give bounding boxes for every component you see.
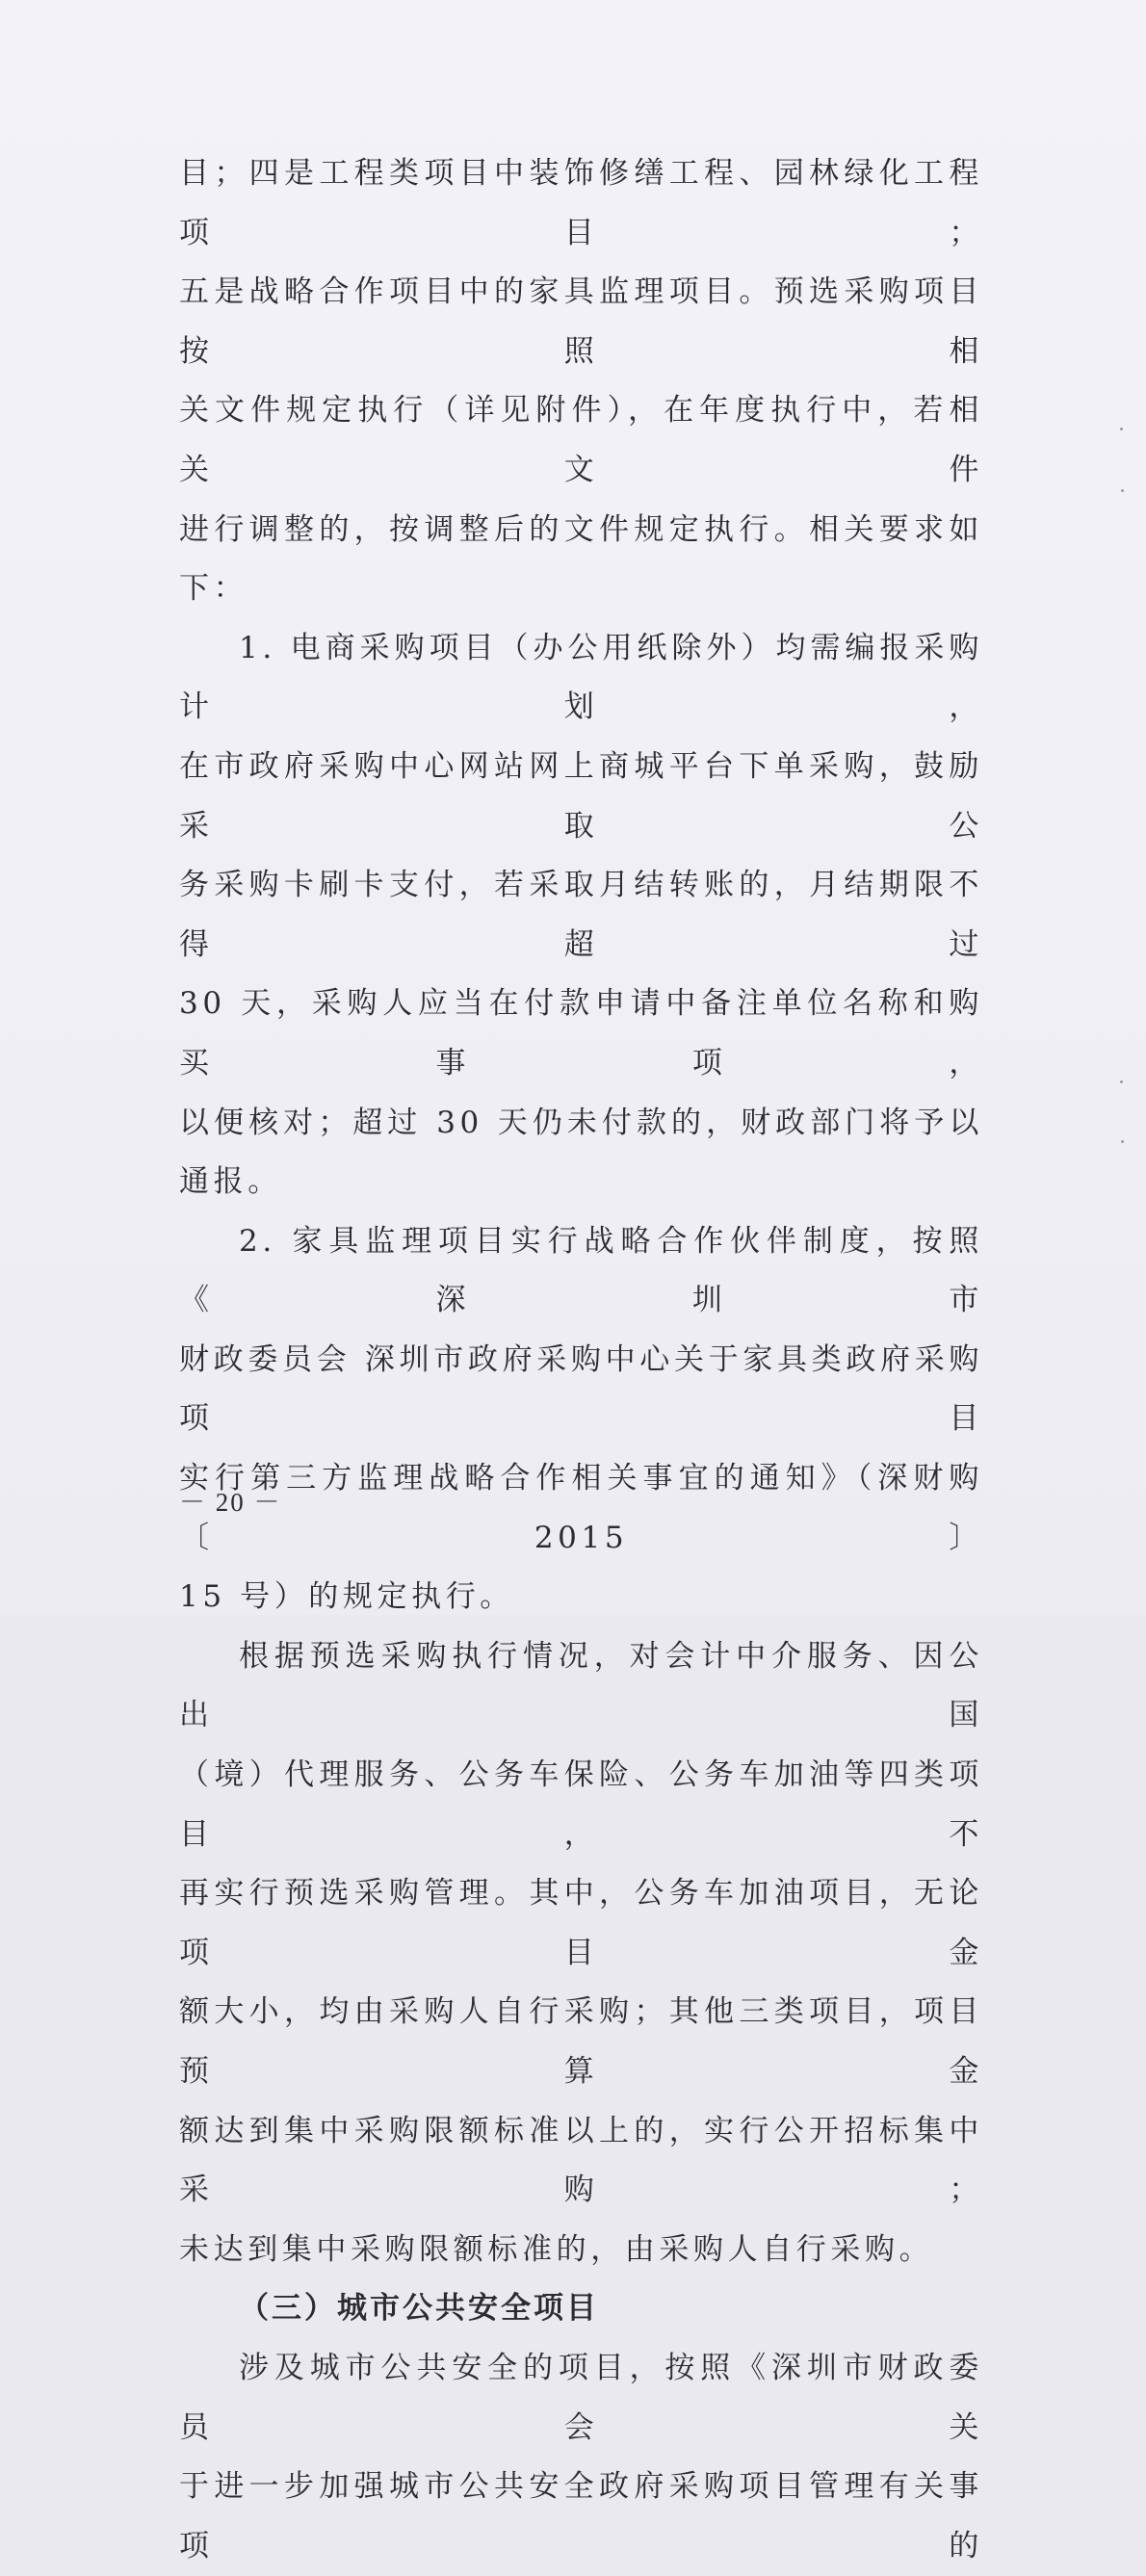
text-line: 在市政府采购中心网站网上商城平台下单采购，鼓励采取公: [179, 748, 983, 844]
text-line: 额达到集中采购限额标准以上的，实行公开招标集中采购；: [179, 2113, 983, 2208]
text-line: 2. 家具监理项目实行战略合作伙伴制度，按照《深圳市: [179, 1223, 983, 1318]
text-line: 30 天，采购人应当在付款申请中备注单位名称和购买事项，: [179, 986, 983, 1080]
paragraph-5: [179, 2339, 983, 2576]
paragraph-2: [179, 619, 983, 1212]
text-line: 五是战略合作项目中的家具监理项目。预选采购项目按照相: [179, 274, 983, 369]
text-line: 实行第三方监理战略合作相关事宜的通知》（深财购〔2015〕: [179, 1461, 983, 1555]
text-line: 以便核对；超过 30 天仍未付款的，财政部门将予以通报。: [179, 1105, 983, 1200]
text-line: 1. 电商采购项目（办公用纸除外）均需编报采购计划，: [179, 630, 983, 725]
section-heading: （三）城市公共安全项目: [239, 2291, 599, 2327]
text-line: 于进一步加强城市公共安全政府采购项目管理有关事项的: [179, 2469, 983, 2563]
page-number: － 20 －: [179, 1488, 282, 1517]
paragraph-1: [179, 144, 983, 619]
text-line: （境）代理服务、公务车保险、公务车加油等四类项目，不: [179, 1757, 983, 1852]
text-line: 额大小，均由采购人自行采购；其他三类项目，项目预算金: [179, 1994, 983, 2089]
paragraph-4: [179, 1627, 983, 2280]
text-line: 再实行预选采购管理。其中，公务车加油项目，无论项目金: [179, 1876, 983, 1970]
text-line: 未达到集中采购限额标准的，由采购人自行采购。: [179, 2231, 934, 2267]
text-line: 务采购卡刷卡支付，若采取月结转账的，月结期限不得超过: [179, 868, 983, 962]
text-line: 15 号）的规定执行。: [179, 1579, 514, 1615]
scan-speck: [1120, 428, 1123, 430]
scan-speck: [1121, 489, 1124, 492]
text-line: 涉及城市公共安全的项目，按照《深圳市财政委员会关: [179, 2350, 983, 2445]
text-line: 目；四是工程类项目中装饰修缮工程、园林绿化工程项目；: [179, 156, 983, 250]
body-text: [179, 144, 983, 2576]
text-line: 财政委员会 深圳市政府采购中心关于家具类政府采购项目: [179, 1341, 983, 1437]
text-line: 关文件规定执行（详见附件），在年度执行中，若相关文件: [179, 393, 983, 487]
text-line: 根据预选采购执行情况，对会计中介服务、因公出国: [179, 1638, 983, 1733]
paragraph-3: [179, 1212, 983, 1627]
scan-speck: [1121, 1140, 1124, 1143]
scan-speck: [1120, 1080, 1123, 1083]
text-line: 进行调整的，按调整后的文件规定执行。相关要求如下：: [179, 511, 983, 607]
